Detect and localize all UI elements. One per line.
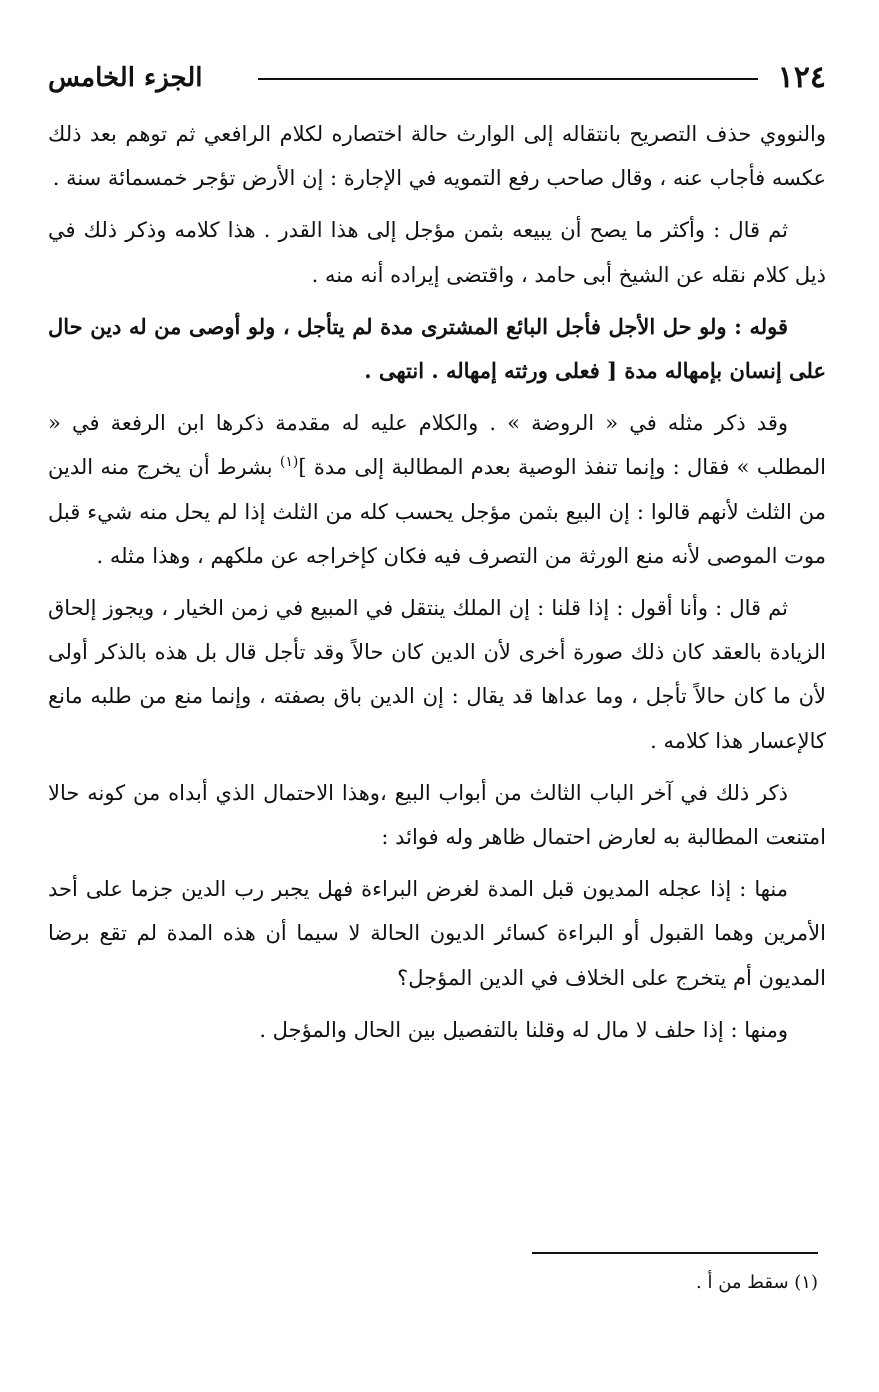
paragraph: والنووي حذف التصريح بانتقاله إلى الوارث حالة اختصاره لكلام الرافعي ثم توهم بعد ذلك عكسه فأجاب عنه ، وقال صاحب رفع التمويه في الإجارة : إن الأرض تؤجر خمسمائة سنة . xyxy=(48,122,826,191)
quoted-paragraph: قوله : ولو حل الأجل فأجل البائع المشترى مدة لم يتأجل ، ولو أوصى من له دين حال على إنسان بإمهاله مدة [ فعلى ورثته إمهاله . انتهى . xyxy=(48,313,826,384)
footnote-rule xyxy=(532,1252,818,1254)
paragraph: ومنها : إذا حلف لا مال له وقلنا بالتفصيل بين الحال والمؤجل . xyxy=(259,1017,788,1042)
header-rule xyxy=(258,78,758,80)
running-title: الجزء الخامس xyxy=(48,63,203,93)
paragraph xyxy=(48,401,826,578)
page-number: ١٢٤ xyxy=(777,60,826,95)
footnote: (١) سقط من أ . xyxy=(696,1272,818,1293)
paragraph-text: بشرط أن يخرج منه الدين من الثلث لأنهم قالوا : إن البيع بثمن مؤجل يحسب كله من الثلث إذا لم يحل منه شيء قبل موت الموصى لأنه منع الورثة من التصرف فيه فكان كإخراجه عن ملكهم ، وهذا مثله . xyxy=(48,455,826,568)
paragraph: منها : إذا عجله المديون قبل المدة لغرض البراءة فهل يجبر رب الدين جزما على أحد الأمرين وهما القبول أو البراءة كسائر الديون الحالة لا سيما أن هذه المدة لم تقع برضا المديون أم يتخرج على الخلاف في الدين المؤجل؟ xyxy=(48,877,826,990)
paragraph: ثم قال : وأكثر ما يصح أن يبيعه بثمن مؤجل إلى هذا القدر . هذا كلامه وذكر ذلك في ذيل كلام نقله عن الشيخ أبى حامد ، واقتضى إيراده أنه منه . xyxy=(48,218,826,287)
body-text xyxy=(48,112,826,1052)
paragraph: ذكر ذلك في آخر الباب الثالث من أبواب البيع ،وهذا الاحتمال الذي أبداه من كونه حالا امتنعت المطالبة به لعارض احتمال ظاهر وله فوائد : xyxy=(48,780,826,850)
footnote-reference: (١) xyxy=(279,454,299,471)
page-header xyxy=(48,58,826,98)
paragraph: ثم قال : وأنا أقول : إذا قلنا : إن الملك ينتقل في المبيع في زمن الخيار ، ويجوز إلحاق الزيادة بالعقد كان ذلك صورة أخرى لأن الدين كان حالاً وقد تأجل قال بل هذه بالذكر أولى لأن ما كان حالاً تأجل ، وما عداها قد يقال : إن الدين باق بصفته ، وإنما منع من طلبه مانع كالإعسار هذا كلامه . xyxy=(48,596,826,753)
paragraph-text: وقد ذكر مثله في « الروضة » . والكلام عليه له مقدمة ذكرها ابن الرفعة في « المطلب » فقال : وإنما تنفذ الوصية بعدم المطالبة إلى مدة ] xyxy=(48,411,827,480)
